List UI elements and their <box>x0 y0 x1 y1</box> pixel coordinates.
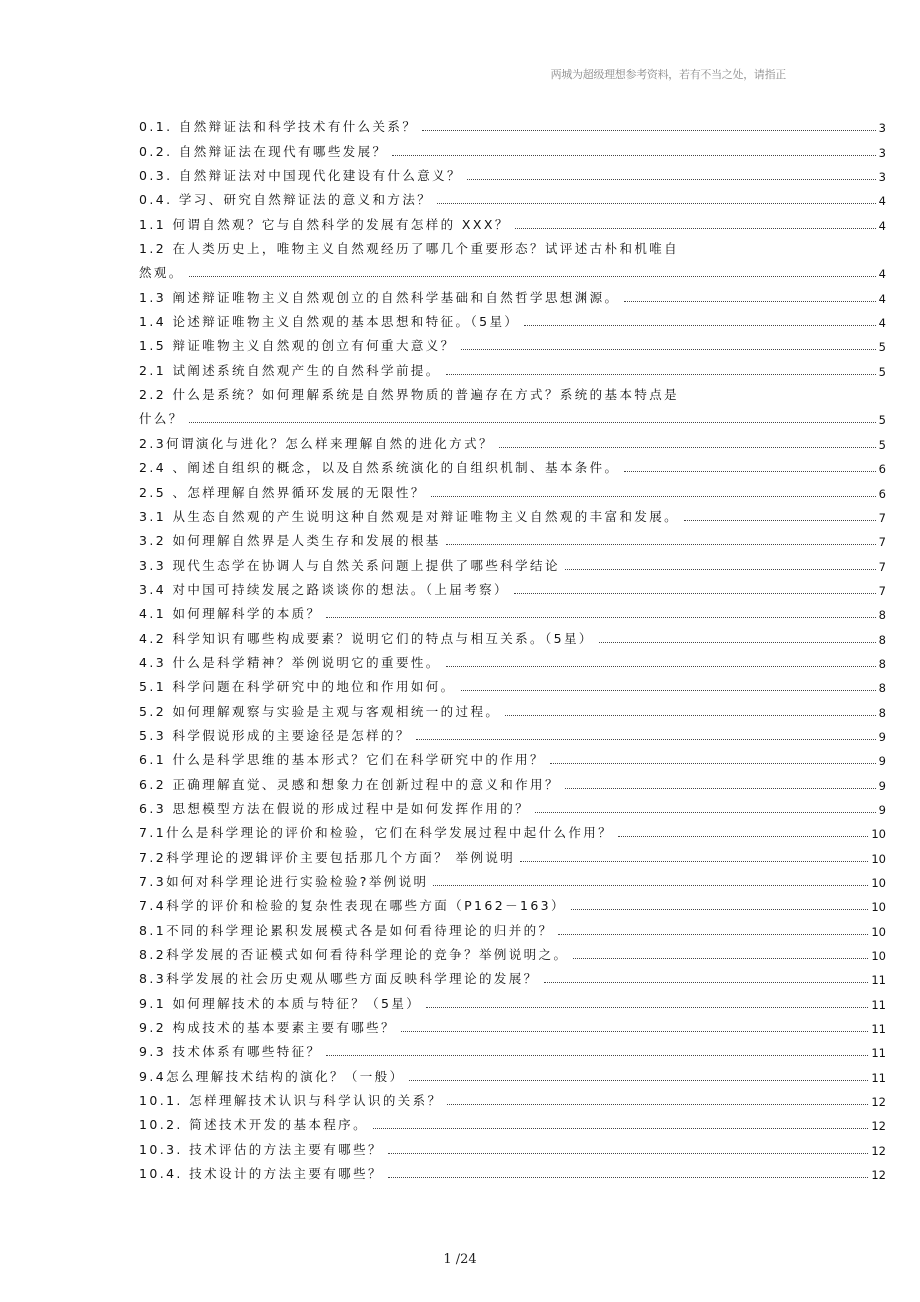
toc-page-number: 8 <box>878 608 886 623</box>
toc-page-number: 8 <box>878 656 886 671</box>
toc-page-number: 9 <box>878 729 886 744</box>
toc-entry-title: 6.3 思想模型方法在假说的形成过程中是如何发挥作用的？ <box>139 800 531 816</box>
dot-leader <box>499 446 876 448</box>
toc-entry-title: 1.4 论述辩证唯物主义自然观的基本思想和特征。（5星） <box>139 314 520 330</box>
toc-page-number: 12 <box>871 1119 886 1134</box>
header-note: 两城为超级理想参考资料，若有不当之处，请指正 <box>550 68 786 81</box>
toc-entry-title: 0.1. 自然辩证法和科学技术有什么关系？ <box>139 119 418 135</box>
toc-page-number: 5 <box>878 340 886 355</box>
dot-leader <box>550 762 876 764</box>
toc-entry[interactable] <box>139 552 886 576</box>
dot-leader <box>565 787 876 789</box>
toc-page-number: 5 <box>878 437 886 452</box>
dot-leader <box>571 908 868 910</box>
toc-entry[interactable] <box>139 114 886 138</box>
toc-entry-title: 10.3. 技术评估的方法主要有哪些？ <box>139 1141 383 1157</box>
dot-leader <box>558 933 868 935</box>
toc-entry-title: 4.2 科学知识有哪些构成要素？说明它们的特点与相互关系。（5星） <box>139 630 594 646</box>
dot-leader <box>437 202 876 204</box>
dot-leader <box>409 1079 868 1081</box>
toc-page-number: 3 <box>878 170 886 185</box>
toc-page-number: 3 <box>878 121 886 136</box>
toc-entry-title: 9.1 如何理解技术的本质与特征？（5星） <box>139 995 422 1011</box>
toc-entry[interactable] <box>139 820 886 844</box>
toc-page-number: 4 <box>878 267 886 282</box>
dot-leader <box>373 1127 868 1129</box>
dot-leader <box>514 592 876 594</box>
toc-entry[interactable] <box>139 942 886 966</box>
toc-entry[interactable] <box>139 869 886 893</box>
toc-entry-title: 2.2 什么是系统？如何理解系统是自然界物质的普遍存在方式？系统的基本特点是 <box>139 387 680 403</box>
toc-page-number: 10 <box>871 876 886 890</box>
toc-entry-title: 10.1. 怎样理解技术认识与科学认识的关系？ <box>139 1093 443 1109</box>
table-of-contents <box>139 114 886 1185</box>
toc-entry[interactable] <box>139 917 886 941</box>
toc-entry[interactable] <box>139 577 886 601</box>
toc-entry-title: 5.2 如何理解观察与实验是主观与客观相统一的过程。 <box>139 703 501 719</box>
dot-leader <box>401 1030 868 1032</box>
toc-page-number: 12 <box>871 1143 886 1158</box>
toc-page-number: 5 <box>878 364 886 379</box>
toc-entry-title: 1.1 何谓自然观？它与自然科学的发展有怎样的 XXX？ <box>139 216 510 232</box>
dot-leader <box>624 470 875 472</box>
toc-page-number: 11 <box>871 997 886 1012</box>
toc-entry-title: 9.3 技术体系有哪些特征？ <box>139 1044 322 1060</box>
dot-leader <box>326 616 875 618</box>
toc-entry-title: 7.2科学理论的逻辑评价主要包括那几个方面？ 举例说明 <box>139 849 516 865</box>
toc-page-number: 9 <box>878 754 886 769</box>
toc-entry-title: 5.1 科学问题在科学研究中的地位和作用如何。 <box>139 679 456 695</box>
dot-leader <box>535 811 876 813</box>
toc-page-number: 11 <box>871 973 886 988</box>
toc-page-number: 7 <box>878 583 886 598</box>
toc-entry[interactable] <box>139 844 886 868</box>
toc-entry-title: 8.2科学发展的否证模式如何看待科学理论的竞争？举例说明之。 <box>139 947 569 963</box>
toc-entry-title: 1.2 在人类历史上，唯物主义自然观经历了哪几个重要形态？试评述古朴和机唯自 <box>139 241 680 257</box>
toc-entry-title: 7.4科学的评价和检验的复杂性表现在哪些方面（P162－163） <box>139 898 566 914</box>
toc-entry[interactable] <box>139 211 886 235</box>
toc-entry[interactable] <box>139 796 886 820</box>
toc-page-number: 10 <box>871 851 886 866</box>
toc-page-number: 6 <box>878 462 886 477</box>
toc-entry[interactable] <box>139 236 886 285</box>
toc-entry-title: 0.4. 学习、研究自然辩证法的意义和方法？ <box>139 192 433 208</box>
toc-entry[interactable] <box>139 601 886 625</box>
toc-page-number: 4 <box>878 194 886 209</box>
toc-entry[interactable] <box>139 966 886 990</box>
toc-entry[interactable] <box>139 479 886 503</box>
toc-entry-title: 2.4 、阐述自组织的概念，以及自然系统演化的自组织机制、基本条件。 <box>139 460 620 476</box>
toc-entry-title: 0.3. 自然辩证法对中国现代化建设有什么意义？ <box>139 168 462 184</box>
toc-entry-title: 1.3 阐述辩证唯物主义自然观创立的自然科学基础和自然哲学思想渊源。 <box>139 289 620 305</box>
toc-entry[interactable] <box>139 723 886 747</box>
toc-entry-title: 0.2. 自然辩证法在现代有哪些发展？ <box>139 143 388 159</box>
toc-page-number: 4 <box>878 218 886 233</box>
toc-entry[interactable] <box>139 1063 886 1087</box>
toc-page-number: 7 <box>878 510 886 525</box>
toc-entry[interactable] <box>139 1136 886 1160</box>
toc-entry[interactable] <box>139 284 886 308</box>
toc-entry-title: 2.1 试阐述系统自然观产生的自然科学前提。 <box>139 362 441 378</box>
toc-entry-title: 10.4. 技术设计的方法主要有哪些？ <box>139 1166 383 1182</box>
toc-entry[interactable] <box>139 309 886 333</box>
dot-leader <box>599 641 876 643</box>
toc-entry-title: 5.3 科学假说形成的主要途径是怎样的？ <box>139 727 411 743</box>
dot-leader <box>515 227 876 229</box>
toc-entry[interactable] <box>139 698 886 722</box>
toc-entry[interactable] <box>139 650 886 674</box>
toc-entry-title: 8.1不同的科学理论累积发展模式各是如何看待理论的归并的？ <box>139 922 554 938</box>
toc-entry[interactable] <box>139 187 886 211</box>
toc-entry[interactable] <box>139 990 886 1014</box>
toc-page-number: 12 <box>871 1168 886 1183</box>
dot-leader <box>447 1103 868 1105</box>
toc-entry[interactable] <box>139 1088 886 1112</box>
toc-entry-title: 3.1 从生态自然观的产生说明这种自然观是对辩证唯物主义自然观的丰富和发展。 <box>139 508 680 524</box>
dot-leader <box>388 1176 868 1178</box>
toc-entry-title: 2.5 、怎样理解自然界循环发展的无限性？ <box>139 484 426 500</box>
dot-leader <box>467 178 876 180</box>
toc-entry-title: 9.4怎么理解技术结构的演化？（一般） <box>139 1068 405 1084</box>
toc-page-number: 11 <box>871 1046 886 1061</box>
toc-page-number: 4 <box>878 291 886 306</box>
toc-entry[interactable] <box>139 893 886 917</box>
dot-leader <box>565 568 876 570</box>
dot-leader <box>426 1006 868 1008</box>
toc-page-number: 11 <box>871 1070 886 1085</box>
toc-entry[interactable] <box>139 528 886 552</box>
dot-leader <box>189 421 876 423</box>
toc-entry-title: 3.4 对中国可持续发展之路谈谈你的想法。（上届考察） <box>139 581 509 597</box>
toc-entry[interactable] <box>139 771 886 795</box>
toc-entry[interactable] <box>139 1015 886 1039</box>
dot-leader <box>544 981 869 983</box>
dot-leader <box>392 154 875 156</box>
dot-leader <box>446 665 876 667</box>
toc-page-number: 4 <box>878 316 886 331</box>
toc-entry-title: 3.2 如何理解自然界是人类生存和发展的根基 <box>139 533 441 549</box>
dot-leader <box>446 543 876 545</box>
dot-leader <box>189 275 876 277</box>
dot-leader <box>524 324 875 326</box>
toc-entry-title: 6.1 什么是科学思维的基本形式？它们在科学研究中的作用？ <box>139 752 545 768</box>
dot-leader <box>422 129 875 131</box>
dot-leader <box>573 957 868 959</box>
toc-entry[interactable] <box>139 333 886 357</box>
toc-page-number: 7 <box>878 559 886 574</box>
toc-entry[interactable] <box>139 1039 886 1063</box>
toc-entry[interactable] <box>139 1112 886 1136</box>
toc-page-number: 3 <box>878 145 886 160</box>
toc-entry[interactable] <box>139 357 886 381</box>
dot-leader <box>505 714 875 716</box>
toc-page-number: 6 <box>878 486 886 501</box>
toc-page-number: 8 <box>878 681 886 696</box>
toc-entry[interactable] <box>139 382 886 431</box>
dot-leader <box>461 689 876 691</box>
dot-leader <box>461 348 876 350</box>
toc-page-number: 10 <box>871 924 886 939</box>
toc-entry[interactable] <box>139 138 886 162</box>
toc-entry[interactable] <box>139 430 886 454</box>
page-number: 1 /24 <box>443 1252 477 1267</box>
dot-leader <box>388 1152 868 1154</box>
toc-entry-title: 8.3科学发展的社会历史观从哪些方面反映科学理论的发展？ <box>139 971 539 987</box>
toc-page-number: 10 <box>871 949 886 964</box>
dot-leader <box>618 835 868 837</box>
toc-entry-title: 9.2 构成技术的基本要素主要有哪些？ <box>139 1020 396 1036</box>
toc-page-number: 12 <box>871 1095 886 1110</box>
toc-entry[interactable] <box>139 674 886 698</box>
dot-leader <box>684 519 876 521</box>
toc-entry-title: 2.3何谓演化与进化？怎么样来理解自然的进化方式？ <box>139 435 494 451</box>
dot-leader <box>431 495 876 497</box>
toc-page-number: 9 <box>878 802 886 817</box>
toc-entry[interactable] <box>139 625 886 649</box>
dot-leader <box>416 738 876 740</box>
toc-entry[interactable] <box>139 1161 886 1185</box>
dot-leader <box>520 860 868 862</box>
toc-entry[interactable] <box>139 455 886 479</box>
toc-entry[interactable] <box>139 163 886 187</box>
toc-entry-title: 6.2 正确理解直觉、灵感和想象力在创新过程中的意义和作用？ <box>139 776 560 792</box>
toc-page-number: 7 <box>878 535 886 550</box>
dot-leader <box>446 373 876 375</box>
toc-entry-title: 10.2. 简述技术开发的基本程序。 <box>139 1117 368 1133</box>
toc-page-number: 5 <box>878 413 886 428</box>
toc-entry-title-continued: 什么？ <box>139 411 184 427</box>
toc-entry-title: 4.1 如何理解科学的本质？ <box>139 606 322 622</box>
toc-page-number: 8 <box>878 632 886 647</box>
toc-page-number: 9 <box>878 778 886 793</box>
toc-page-number: 10 <box>871 900 886 915</box>
toc-page-number: 8 <box>878 705 886 720</box>
dot-leader <box>624 300 875 302</box>
toc-entry[interactable] <box>139 504 886 528</box>
toc-entry-title: 3.3 现代生态学在协调人与自然关系问题上提供了哪些科学结论 <box>139 557 560 573</box>
toc-entry-title: 7.3如何对科学理论进行实验检验?举例说明 <box>139 874 429 889</box>
toc-entry-title: 1.5 辩证唯物主义自然观的创立有何重大意义？ <box>139 338 456 354</box>
toc-entry[interactable] <box>139 747 886 771</box>
toc-entry-title: 7.1什么是科学理论的评价和检验，它们在科学发展过程中起什么作用？ <box>139 825 614 841</box>
toc-entry-title: 4.3 什么是科学精神？举例说明它的重要性。 <box>139 654 441 670</box>
dot-leader <box>326 1054 868 1056</box>
toc-page-number: 11 <box>871 1022 886 1037</box>
toc-page-number: 10 <box>871 827 886 842</box>
dot-leader <box>433 884 868 886</box>
toc-entry-title-continued: 然观。 <box>139 265 184 281</box>
